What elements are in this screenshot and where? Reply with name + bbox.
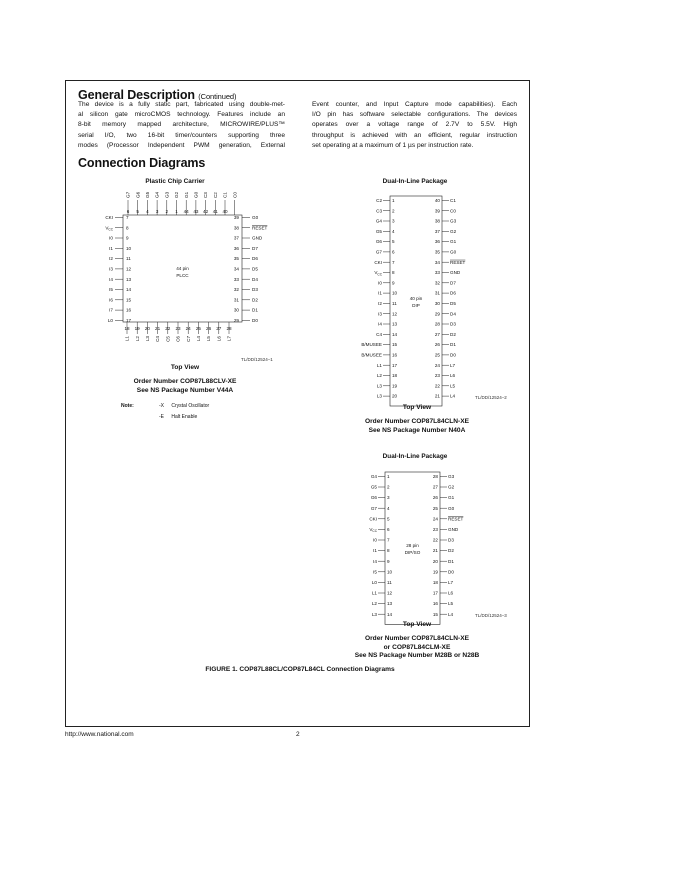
- plcc-order-line: Order Number COP87L88CLV-XE: [133, 378, 237, 385]
- plcc-right-pin-number: 39: [233, 215, 239, 220]
- dip40-right-pin-label: D4: [450, 311, 456, 317]
- plcc-top-pin-number: 40: [222, 209, 228, 214]
- dip40-right-pin-label: G3: [450, 218, 457, 224]
- plcc-left-pin-number: 17: [126, 318, 132, 323]
- plcc-top-pin-number: 6: [126, 209, 130, 214]
- dip40-left-pin-label: L3: [376, 393, 382, 399]
- dip40-right-pin-label: G1: [450, 239, 457, 245]
- dip40-left-pin-number: 10: [392, 290, 398, 296]
- dip40-right-pin-number: 37: [434, 228, 440, 234]
- dip28-right-pin-number: 19: [432, 569, 438, 575]
- dip28-order-line: or COP87L84CLM-XE: [383, 643, 451, 651]
- dip28-right-pin-label: G0: [448, 505, 455, 511]
- dip40-right-pin-number: 36: [434, 239, 440, 245]
- dip28-right-pin-number: 28: [432, 474, 438, 479]
- dip28-left-pin-label: G6: [370, 495, 377, 501]
- plcc-bottom-pin-label: L3: [145, 336, 150, 342]
- dip28-right-pin-label: L4: [448, 611, 454, 617]
- dip28-right-pin-label: RESET: [448, 516, 464, 522]
- dip28-left-pin-label: L0: [371, 580, 377, 585]
- plcc-bottom-pin-label: L4: [196, 336, 201, 342]
- plcc-top-pin-label: G5: [145, 191, 150, 198]
- dip28-right-pin-label: D3: [448, 537, 454, 543]
- desc-line: throughput is achieved with an efficient, regular instruction: [312, 131, 517, 139]
- plcc-bottom-pin-number: 20: [144, 326, 150, 331]
- dip40-left-pin-label: B/MUSEE: [361, 352, 382, 358]
- dip40-left-pin-number: 3: [392, 218, 395, 224]
- dip40-left-pin-label: I4: [378, 321, 382, 327]
- dip40-left-pin-number: 11: [392, 301, 397, 306]
- dip28-right-pin-number: 18: [432, 580, 438, 585]
- plcc-left-pin-number: 8: [126, 225, 129, 231]
- plcc-title: Plastic Chip Carrier: [145, 178, 205, 185]
- dip28-right-pin-number: 25: [432, 505, 438, 511]
- dip28-right-pin-label: L7: [448, 580, 454, 585]
- dip40-right-pin-label: GND: [450, 270, 461, 276]
- dip28-left-pin-label: I4: [373, 558, 377, 564]
- plcc-top-pin-number: 4: [146, 209, 149, 214]
- dip40-right-pin-label: D5: [450, 301, 456, 306]
- dip40-left-pin-label: $V_{CC}$: [374, 270, 382, 277]
- dip40-right-pin-label: D2: [450, 331, 456, 337]
- plcc-top-pin-number: 44: [183, 209, 189, 214]
- plcc-left-pin-number: 14: [126, 287, 132, 293]
- dip40-left-pin-label: G4: [375, 218, 382, 224]
- dip40-left-pin-number: 2: [392, 208, 395, 214]
- plcc-bottom-pin-number: 19: [134, 326, 140, 331]
- plcc-right-pin-number: 33: [233, 276, 239, 282]
- dip40-left-pin-number: 19: [392, 383, 398, 389]
- dip40-right-pin-label: RESET: [450, 259, 466, 265]
- dip28-right-pin-label: D0: [448, 569, 454, 575]
- dip40-left-pin-number: 1: [392, 198, 395, 203]
- dip40-right-pin-label: G2: [450, 228, 457, 234]
- dip40-right-pin-number: 30: [434, 301, 440, 306]
- note-text: Halt Enable: [171, 414, 198, 420]
- plcc-order: [105, 378, 265, 395]
- dip28-right-pin-label: G3: [448, 474, 455, 479]
- dip40-right-pin-number: 35: [434, 249, 440, 255]
- plcc-left-pin-number: 13: [126, 276, 132, 282]
- desc-line: I/O pin has software selectable configurations. The devices: [312, 111, 517, 119]
- dip28-left-pin-number: 12: [387, 590, 393, 596]
- plcc-bottom-pin-number: 28: [226, 326, 232, 331]
- plcc-center-label: 44 pin: [176, 266, 189, 271]
- dip28-order-line: Order Number COP87L84CLN-XE: [364, 635, 470, 642]
- dip28-right-pin-label: GND: [448, 527, 459, 532]
- note-code: -E: [159, 414, 164, 420]
- dip40-order-line: See NS Package Number N40A: [368, 426, 466, 434]
- dip40-left-pin-label: I1: [378, 290, 382, 296]
- plcc-bottom-pin-number: 21: [155, 326, 161, 331]
- dip40-order-line: Order Number COP87L84CLN-XE: [364, 418, 470, 425]
- plcc-left-pin-number: 9: [126, 235, 129, 241]
- dip40-right-pin-number: 26: [434, 342, 440, 348]
- plcc-top-pin-label: G1: [183, 191, 189, 198]
- dip40-right-pin-number: 22: [434, 383, 440, 389]
- plcc-center-label: PLCC: [176, 273, 189, 278]
- plcc-left-pin-number: 11: [126, 256, 131, 262]
- dip28-right-pin-label: L5: [448, 601, 454, 607]
- plcc-left-pin-label: I1: [109, 245, 113, 251]
- dip28-right-pin-number: 15: [432, 611, 438, 617]
- plcc-right-pin-label: D6: [252, 256, 258, 262]
- dip28-order: [317, 635, 517, 661]
- plcc-right-pin-label: G0: [252, 215, 259, 220]
- dip40-left-pin-number: 5: [392, 239, 395, 245]
- dip28-right-pin-number: 17: [432, 590, 438, 596]
- plcc-top-pin-label: G4: [154, 191, 160, 198]
- dip40-left-pin-label: C3: [376, 208, 382, 214]
- plcc-bottom-pin-label: L2: [134, 336, 140, 342]
- dip28-right-pin-number: 16: [432, 601, 438, 607]
- plcc-tl-code: TL/DD/12524–1: [241, 357, 273, 362]
- plcc-right-pin-label: D4: [252, 276, 258, 282]
- plcc-left-pin-label: I2: [109, 256, 113, 262]
- desc-line: operates over a voltage range of 2.7V to 5.5V. High: [312, 121, 517, 129]
- plcc-top-pin-number: 43: [193, 209, 199, 214]
- plcc-right-pin-label: D1: [252, 307, 258, 313]
- plcc-right-pin-label: RESET: [252, 225, 268, 231]
- dip40-left-pin-label: CKI: [374, 259, 382, 265]
- dip40-right-pin-number: 29: [434, 311, 440, 317]
- footer-page-number: 2: [296, 731, 300, 738]
- plcc-left-pin-label: I4: [109, 276, 113, 282]
- plcc-top-pin-number: 3: [155, 209, 159, 214]
- dip40-right-pin-number: 25: [434, 352, 440, 358]
- plcc-bottom-pin-number: 18: [124, 326, 130, 331]
- plcc-right-pin-label: D0: [252, 318, 258, 323]
- desc-line: serial I/O, two 16-bit timer/counters supporting three: [78, 131, 285, 139]
- dip28-right-pin-number: 20: [432, 558, 438, 564]
- plcc-bottom-pin-number: 24: [185, 326, 191, 331]
- dip28-right-pin-number: 22: [432, 537, 438, 543]
- dip28-left-pin-number: 14: [387, 611, 393, 617]
- dip40-left-pin-number: 20: [392, 393, 398, 399]
- dip40-right-pin-number: 34: [434, 259, 440, 265]
- plcc-top-pin-label: G7: [125, 191, 131, 198]
- dip40-right-pin-number: 28: [434, 321, 440, 327]
- plcc-left-pin-number: 16: [126, 307, 132, 313]
- plcc-left-pin-label: L0: [107, 318, 113, 323]
- plcc-top-pin-label: C2: [212, 192, 218, 198]
- plcc-bottom-pin-number: 23: [175, 326, 181, 331]
- footer-url[interactable]: http://www.national.com: [65, 731, 134, 738]
- plcc-right-pin-number: 36: [233, 245, 239, 251]
- dip40-right-pin-number: 31: [434, 290, 440, 296]
- dip28-left-pin-number: 10: [387, 569, 393, 575]
- dip40-title: Dual-In-Line Package: [382, 178, 448, 185]
- plcc-bottom-pin-label: L1: [124, 336, 130, 342]
- dip28-center-label: 28 pin: [406, 543, 419, 549]
- desc-line: 8-bit memory mapped architecture, MICROWIRE/PLUS™: [78, 121, 285, 129]
- plcc-top-pin-number: 2: [165, 209, 169, 214]
- plcc-right-pin-number: 35: [233, 256, 239, 262]
- plcc-top-pin-label: C1: [222, 192, 228, 198]
- plcc-top-pin-label: G0: [193, 191, 199, 198]
- dip40-left-pin-label: G5: [375, 228, 382, 234]
- heading-suffix: (Continued): [198, 92, 237, 101]
- dip40-left-pin-label: G7: [375, 249, 382, 255]
- dip28-title: Dual-In-Line Package: [382, 453, 448, 460]
- dip28-left-pin-label: CKI: [369, 516, 377, 522]
- dip40-tl-code: TL/DD/12524–2: [475, 395, 507, 400]
- plcc-top-pin-number: 42: [203, 209, 209, 214]
- plcc-bottom-pin-label: L6: [216, 336, 222, 342]
- dip28-right-pin-number: 24: [432, 516, 438, 522]
- dip28-left-pin-number: 2: [387, 484, 390, 490]
- plcc-right-pin-number: 34: [233, 266, 239, 272]
- plcc-left-pin-label: CKI: [105, 215, 113, 220]
- note-code: -X: [159, 403, 164, 409]
- plcc-left-pin-number: 12: [126, 266, 132, 272]
- dip40-right-pin-label: D1: [450, 342, 456, 348]
- dip40-left-pin-number: 8: [392, 270, 395, 276]
- dip40-left-pin-label: L2: [376, 373, 382, 379]
- dip40-left-pin-label: C2: [376, 198, 382, 203]
- dip28-right-pin-label: G1: [448, 495, 455, 501]
- dip40-right-pin-label: L4: [450, 393, 456, 399]
- dip28-center-label: DIP/SO: [404, 550, 421, 556]
- dip40-right-pin-number: 27: [434, 331, 440, 337]
- dip40-right-pin-number: 33: [434, 270, 440, 276]
- plcc-left-pin-number: 15: [126, 297, 132, 303]
- plcc-left-pin-number: 10: [126, 245, 132, 251]
- note-item: [159, 402, 209, 411]
- plcc-top-pin-label: G3: [164, 191, 170, 198]
- dip28-left-pin-label: $V_{CC}$: [369, 527, 377, 534]
- plcc-top-pin-label: G2: [174, 191, 180, 198]
- plcc-bottom-pin-label: C7: [185, 336, 191, 342]
- plcc-bottom-pin-number: 22: [165, 326, 171, 331]
- dip28-left-pin-number: 7: [387, 537, 390, 543]
- dip28-left-pin-number: 5: [387, 516, 390, 522]
- dip40-left-pin-label: I2: [378, 301, 382, 306]
- plcc-left-pin-label: I6: [109, 297, 113, 303]
- dip40-left-pin-label: C4: [376, 331, 382, 337]
- figure-caption: FIGURE 1. COP87L88CL/COP87L84CL Connection Diagrams: [205, 666, 395, 673]
- desc-line: Event counter, and Input Capture mode capabilities). Each: [312, 101, 517, 108]
- plcc-top-pin-label: G6: [135, 191, 141, 198]
- dip28-left-pin-label: I0: [373, 537, 377, 543]
- dip28-right-pin-label: G2: [448, 484, 455, 490]
- dip40-left-pin-number: 4: [392, 228, 395, 234]
- dip40-left-pin-number: 7: [392, 259, 395, 265]
- dip40-left-pin-number: 14: [392, 331, 398, 337]
- dip40-left-pin-number: 6: [392, 249, 395, 255]
- plcc-right-pin-label: D7: [252, 245, 258, 251]
- dip28-right-pin-number: 27: [432, 484, 438, 490]
- plcc-right-pin-number: 30: [233, 307, 239, 313]
- dip28-left-pin-label: G5: [370, 484, 377, 490]
- dip40-right-pin-number: 24: [434, 362, 440, 368]
- dip40-left-pin-label: L1: [376, 362, 382, 368]
- connection-heading: Connection Diagrams: [78, 156, 206, 170]
- dip40-right-pin-number: 40: [434, 198, 440, 203]
- plcc-top-pin-number: 1: [175, 209, 178, 214]
- note-item: [159, 413, 197, 422]
- plcc-right-pin-number: 32: [233, 287, 239, 293]
- plcc-left-pin-number: 7: [126, 215, 129, 220]
- dip28-right-pin-label: D1: [448, 558, 454, 564]
- dip40-right-pin-label: C0: [450, 208, 456, 214]
- plcc-bottom-pin-number: 27: [216, 326, 222, 331]
- plcc-right-pin-number: 37: [233, 235, 239, 241]
- plcc-bottom-pin-label: L5: [206, 336, 212, 342]
- dip28-right-pin-number: 21: [432, 548, 438, 554]
- dip40-left-pin-number: 17: [392, 362, 398, 368]
- dip40-left-pin-label: L3: [376, 383, 382, 389]
- plcc-right-pin-label: GND: [252, 235, 263, 241]
- plcc-left-pin-label: I7: [109, 307, 113, 313]
- plcc-left-pin-label: I5: [109, 287, 113, 293]
- dip28-left-pin-label: G4: [370, 474, 377, 479]
- dip28-left-pin-label: L3: [371, 611, 377, 617]
- plcc-bottom-pin-label: C4: [155, 336, 161, 342]
- dip40-right-pin-number: 23: [434, 373, 440, 379]
- plcc-top-pin-number: 5: [136, 209, 139, 214]
- note-text: Crystal Oscillator: [171, 403, 210, 409]
- dip40-left-pin-label: G6: [375, 239, 382, 245]
- dip40-left-pin-number: 12: [392, 311, 398, 317]
- dip40-right-pin-number: 38: [434, 218, 440, 224]
- note: [121, 402, 210, 420]
- dip40-left-pin-label: I3: [378, 311, 382, 317]
- plcc-right-pin-label: D3: [252, 287, 258, 293]
- plcc-top-pin-label: C3: [203, 192, 209, 198]
- plcc-right-pin-label: D5: [252, 266, 258, 272]
- dip40-center-label: DIP: [412, 303, 420, 308]
- plcc-view: Top View: [170, 364, 200, 371]
- plcc-bottom-pin-number: 26: [206, 326, 212, 331]
- dip40-left-pin-number: 18: [392, 373, 398, 379]
- dip40-right-pin-label: D0: [450, 352, 456, 358]
- heading-title: General Description: [78, 88, 195, 102]
- dip40-right-pin-label: G0: [450, 249, 457, 255]
- dip40-right-pin-number: 32: [434, 280, 440, 286]
- dip40-left-pin-number: 9: [392, 280, 395, 286]
- dip40-right-pin-label: L5: [450, 383, 456, 389]
- dip40-view: Top View: [402, 404, 432, 411]
- dip28-left-pin-number: 4: [387, 505, 390, 511]
- dip28-right-pin-label: L6: [448, 590, 454, 596]
- dip40-left-pin-label: I0: [378, 280, 382, 286]
- dip40-right-pin-label: L7: [450, 362, 456, 368]
- plcc-top-pin-number: 41: [212, 209, 218, 214]
- dip40-right-pin-label: C1: [450, 198, 456, 203]
- plcc-right-pin-number: 31: [233, 297, 239, 303]
- dip40-left-pin-number: 15: [392, 342, 398, 348]
- plcc-right-pin-number: 29: [233, 318, 239, 323]
- dip28-left-pin-number: 9: [387, 558, 390, 564]
- dip40-right-pin-number: 39: [434, 208, 440, 214]
- dip40-right-pin-number: 21: [434, 393, 440, 399]
- dip28-left-pin-label: L2: [371, 601, 377, 607]
- dip40-center-label: 40 pin: [409, 296, 423, 301]
- dip40-right-pin-label: D6: [450, 290, 456, 296]
- plcc-left-pin-label: I3: [109, 266, 113, 272]
- plcc-bottom-pin-label: L7: [226, 336, 232, 342]
- dip28-right-pin-number: 23: [432, 527, 438, 532]
- note-label: Note:: [121, 403, 134, 409]
- dip28-left-pin-number: 11: [387, 580, 392, 585]
- plcc-bottom-pin-label: C5: [165, 336, 171, 342]
- dip28-left-pin-label: I5: [373, 569, 377, 575]
- dip40-left-pin-number: 16: [392, 352, 398, 358]
- dip28-left-pin-number: 6: [387, 527, 390, 532]
- dip28-left-pin-label: I1: [373, 548, 377, 554]
- dip28-left-pin-label: L1: [371, 590, 377, 596]
- plcc-left-pin-label: I0: [109, 235, 113, 241]
- plcc-order-line: See NS Package Number V44A: [136, 386, 234, 394]
- dip40-left-pin-label: B/MUSEE: [361, 342, 382, 348]
- dip40-left-pin-number: 13: [392, 321, 398, 327]
- dip28-order-line: See NS Package Number M28B or N28B: [354, 652, 480, 660]
- desc-line: al silicon gate microCMOS technology. Features include an: [78, 111, 285, 119]
- desc-line: The device is a fully static part, fabricated using double-met-: [78, 101, 285, 108]
- dip28-left-pin-label: G7: [370, 505, 377, 511]
- dip28-right-pin-label: D2: [448, 548, 454, 554]
- dip40-right-pin-label: L6: [450, 373, 456, 379]
- dip28-left-pin-number: 8: [387, 548, 390, 554]
- plcc-left-pin-label: $V_{CC}$: [105, 225, 113, 232]
- dip28-right-pin-number: 26: [432, 495, 438, 501]
- plcc-top-pin-label: C0: [232, 192, 238, 198]
- dip28-tl-code: TL/DD/12524–3: [475, 613, 507, 618]
- dip28-left-pin-number: 3: [387, 495, 390, 501]
- plcc-bottom-pin-number: 25: [195, 326, 201, 331]
- desc-line: set operating at a maximum of 1 µs per instruction rate.: [312, 141, 474, 149]
- dip28-left-pin-number: 13: [387, 601, 393, 607]
- dip28-view: Top View: [402, 621, 432, 628]
- plcc-bottom-pin-label: C6: [175, 336, 181, 342]
- desc-line: modes (Processor Independent PWM generation, External: [78, 141, 285, 149]
- dip40-order: [332, 418, 502, 435]
- dip28-left-pin-number: 1: [387, 474, 390, 479]
- plcc-right-pin-label: D2: [252, 297, 258, 303]
- dip40-right-pin-label: D7: [450, 280, 456, 286]
- dip40-right-pin-label: D3: [450, 321, 456, 327]
- plcc-right-pin-number: 38: [233, 225, 239, 231]
